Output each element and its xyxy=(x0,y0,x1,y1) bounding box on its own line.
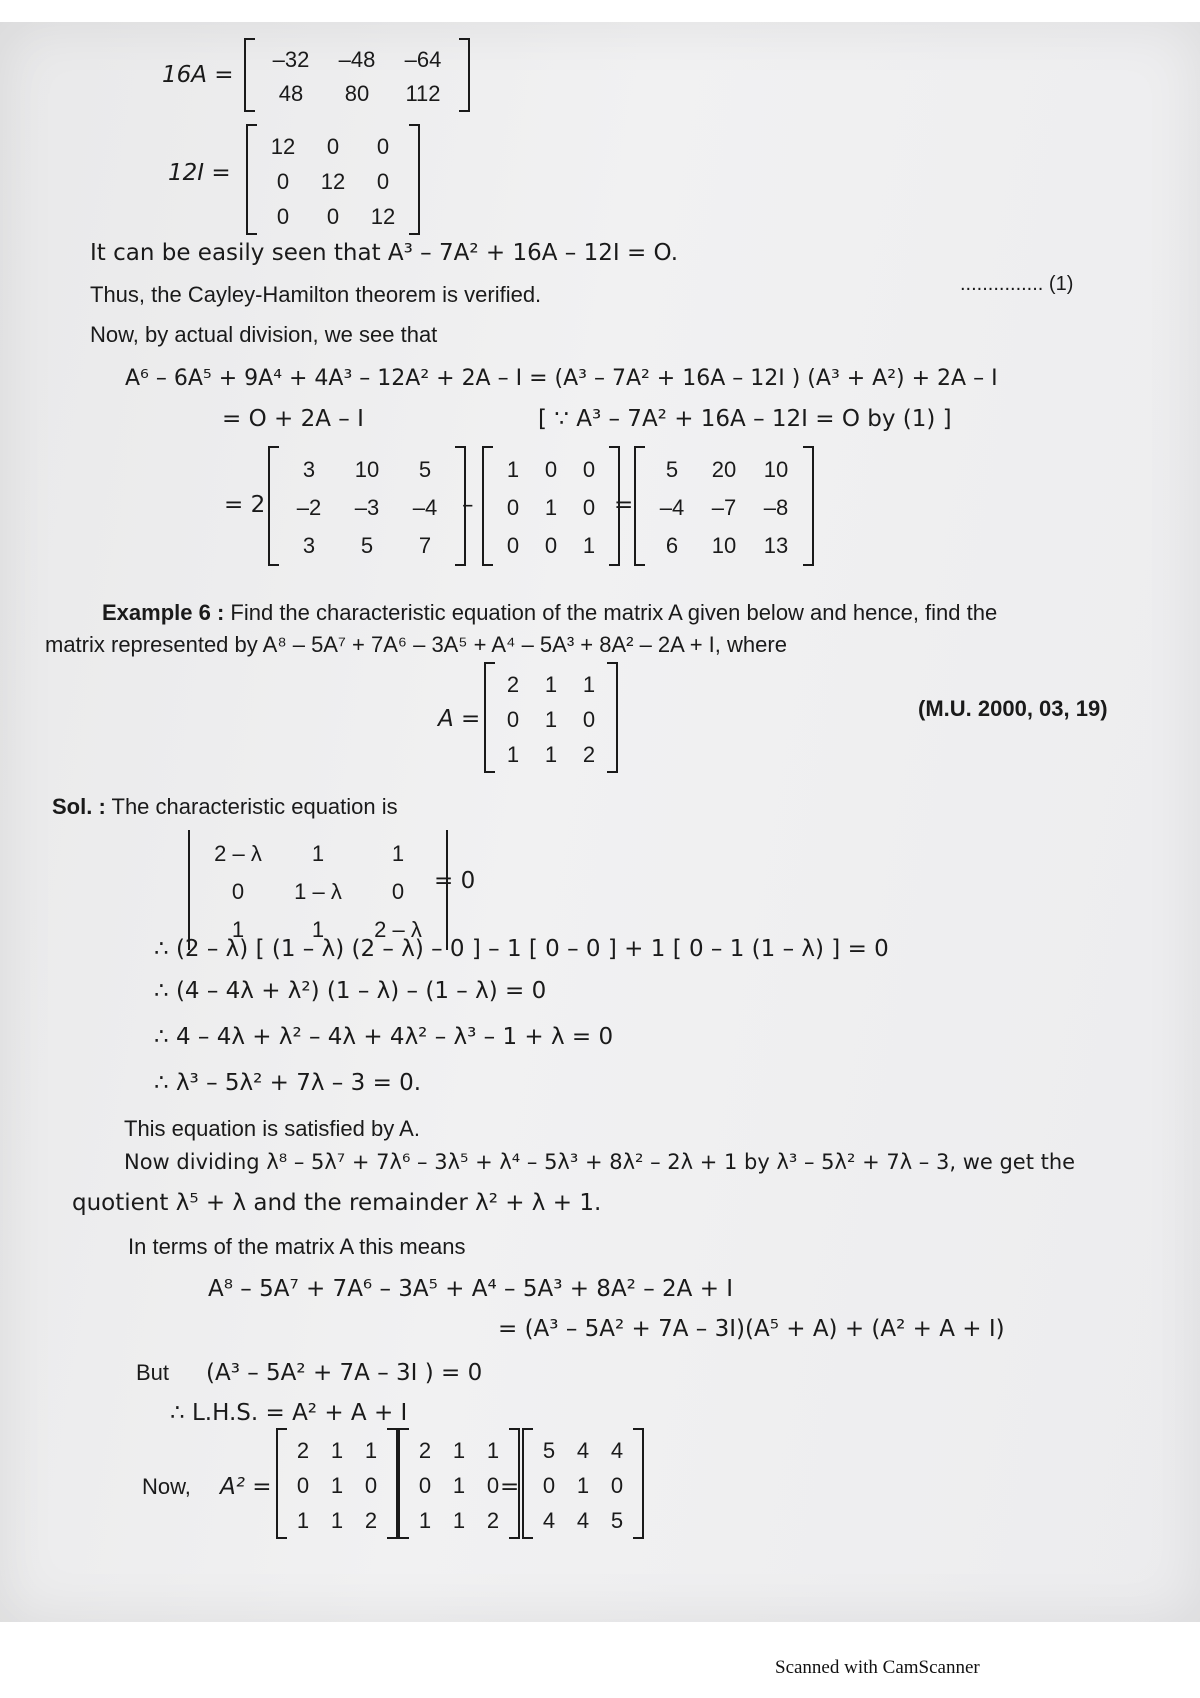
matrix-cell: 1 xyxy=(364,1437,378,1463)
matrix-cell: 4 xyxy=(576,1437,590,1463)
equals-sign: = xyxy=(614,492,634,518)
matrix-left-bracket xyxy=(246,124,257,235)
matrix-cell: 1 xyxy=(418,1507,432,1533)
matrix-cell: 1 xyxy=(391,841,405,866)
matrix-cell: 0 xyxy=(506,706,520,732)
matrix-cell: –2 xyxy=(296,495,322,520)
matrix-cell: 1 xyxy=(582,533,596,558)
label-but: But xyxy=(136,1360,170,1385)
equation-ref-1: ............... (1) xyxy=(960,273,1074,295)
matrix-cell: 1 xyxy=(544,495,558,520)
matrix-left-bracket xyxy=(268,446,279,566)
matrix-A xyxy=(484,662,618,773)
line-satisfied: This equation is satisfied by A. xyxy=(124,1116,420,1141)
matrix-cell: 0 xyxy=(544,457,558,482)
matrix-cell: 2 xyxy=(418,1437,432,1463)
matrix-cell: 5 xyxy=(542,1437,556,1463)
matrix-right-bracket xyxy=(633,1428,644,1539)
example-6-label: Example 6 : xyxy=(102,600,225,625)
label-A-squared: A² = xyxy=(220,1474,272,1500)
eq2-prefix: = 2 xyxy=(224,492,266,518)
matrix-right-bracket xyxy=(803,446,814,566)
matrix-cell: 0 xyxy=(610,1472,624,1498)
matrix-cell: 2 – λ xyxy=(374,917,422,942)
matrix-cell: 4 xyxy=(542,1507,556,1533)
matrix-cell: –4 xyxy=(659,495,685,520)
matrix-cell: 3 xyxy=(302,457,316,482)
matrix-A-first xyxy=(276,1428,398,1539)
matrix-identity xyxy=(482,446,620,566)
label-now: Now, xyxy=(142,1474,191,1499)
label-16A: 16A = xyxy=(162,62,234,88)
matrix-right-bracket xyxy=(409,124,420,235)
line-because: [ ∵ A³ – 7A² + 16A – 12I = O by (1) ] xyxy=(538,406,952,432)
matrix-cell: 3 xyxy=(302,533,316,558)
matrix-cell: 0 xyxy=(506,533,520,558)
matrix-cell: 0 xyxy=(231,879,245,904)
matrix-left-bracket xyxy=(244,38,255,112)
matrix-left-bracket xyxy=(482,446,493,566)
matrix-cell: 1 xyxy=(311,917,325,942)
lhs-equation: ∴ L.H.S. = A² + A + I xyxy=(170,1400,408,1426)
matrix-cell: 0 xyxy=(582,457,596,482)
det-equals-zero: = 0 xyxy=(434,868,476,894)
matrix-left-bracket xyxy=(634,446,645,566)
matrix-cell: 0 xyxy=(418,1472,432,1498)
matrix-cell: 1 xyxy=(452,1472,466,1498)
matrix-cell: 1 xyxy=(506,457,520,482)
matrix-cell: 1 xyxy=(330,1507,344,1533)
matrix-cell: 1 xyxy=(330,1437,344,1463)
matrix-cell: 0 xyxy=(276,168,290,194)
matrix-cell: 20 xyxy=(711,457,737,482)
matrix-cell: –8 xyxy=(763,495,789,520)
scan-footer xyxy=(0,1622,1200,1698)
matrix-cell: 0 xyxy=(486,1472,500,1498)
solution-line xyxy=(52,796,398,818)
matrix-cell: 12 xyxy=(270,133,296,159)
matrix-cell: 1 xyxy=(330,1472,344,1498)
example-6-question: Find the characteristic equation of the matrix A given below and hence, find the xyxy=(230,600,998,625)
equals-sign-a2: = xyxy=(500,1474,520,1500)
matrix-right-bracket xyxy=(459,38,470,112)
label-A: A = xyxy=(438,706,481,732)
matrix-cell: 0 xyxy=(506,495,520,520)
matrix-cell: 2 xyxy=(506,671,520,697)
determinant xyxy=(188,830,448,950)
matrix-cell: 13 xyxy=(763,533,789,558)
polynomial-lhs: A⁸ – 5A⁷ + 7A⁶ – 3A⁵ + A⁴ – 5A³ + 8A² – 2A + I xyxy=(208,1276,734,1302)
solution-intro: The characteristic equation is xyxy=(111,794,398,819)
matrix-cell: 2 xyxy=(364,1507,378,1533)
line-quotient: quotient λ⁵ + λ and the remainder λ² + λ + 1. xyxy=(72,1190,602,1216)
line-thus: Thus, the Cayley-Hamilton theorem is verified. xyxy=(90,282,542,307)
matrix-cell: 112 xyxy=(405,81,441,106)
matrix-cell: 12 xyxy=(320,168,346,194)
matrix-cell: 0 xyxy=(544,533,558,558)
matrix-B xyxy=(268,446,466,566)
label-12I: 12I = xyxy=(168,160,231,186)
matrix-cell: 7 xyxy=(418,533,432,558)
matrix-cell: 6 xyxy=(665,533,679,558)
line-eq-o: = O + 2A – I xyxy=(222,406,364,432)
matrix-cell: 1 xyxy=(452,1507,466,1533)
matrix-cell: 0 xyxy=(326,133,340,159)
example-6-text-line1 xyxy=(102,602,997,624)
matrix-cell: –3 xyxy=(354,495,380,520)
matrix-cell: 2 – λ xyxy=(214,841,262,866)
step-2: ∴ (4 – 4λ + λ²) (1 – λ) – (1 – λ) = 0 xyxy=(154,978,547,1004)
minus-sign: – xyxy=(462,492,474,518)
exam-reference: (M.U. 2000, 03, 19) xyxy=(918,696,1108,721)
matrix-cell: 4 xyxy=(610,1437,624,1463)
matrix-cell: 0 xyxy=(326,203,340,229)
matrix-cell: 4 xyxy=(576,1507,590,1533)
matrix-cell: 0 xyxy=(364,1472,378,1498)
matrix-cell: –7 xyxy=(711,495,737,520)
matrix-cell: 1 xyxy=(506,741,520,767)
matrix-cell: 0 xyxy=(376,168,390,194)
scanned-page xyxy=(0,22,1200,1622)
matrix-cell: 80 xyxy=(344,81,370,106)
matrix-cell: 2 xyxy=(582,741,596,767)
matrix-cell: 1 xyxy=(296,1507,310,1533)
matrix-right-bracket xyxy=(387,1428,398,1539)
line-easily-seen: It can be easily seen that A³ – 7A² + 16A – 12I = O. xyxy=(90,240,679,266)
line-dividing: Now dividing λ⁸ – 5λ⁷ + 7λ⁶ – 3λ⁵ + λ⁴ – 5λ³ + 8λ² – 2λ + 1 by λ³ – 5λ² + 7λ – 3, we get the xyxy=(124,1150,1076,1174)
but-equation: (A³ – 5A² + 7A – 3I ) = 0 xyxy=(206,1360,483,1386)
matrix-cell: 5 xyxy=(418,457,432,482)
matrix-cell: 1 xyxy=(576,1472,590,1498)
matrix-right-bracket xyxy=(607,662,618,773)
matrix-A-squared-result xyxy=(522,1428,644,1539)
matrix-cell: 2 xyxy=(486,1507,500,1533)
matrix-cell: 0 xyxy=(582,495,596,520)
step-3: ∴ 4 – 4λ + λ² – 4λ + 4λ² – λ³ – 1 + λ = 0 xyxy=(154,1024,614,1050)
matrix-cell: 1 xyxy=(544,741,558,767)
matrix-cell: 12 xyxy=(370,203,396,229)
matrix-16A xyxy=(244,38,470,112)
matrix-cell: 1 – λ xyxy=(294,879,342,904)
solution-label: Sol. : xyxy=(52,794,106,819)
matrix-result xyxy=(634,446,814,566)
matrix-cell: 1 xyxy=(311,841,325,866)
example-6-text-line2: matrix represented by A⁸ – 5A⁷ + 7A⁶ – 3A⁵ + A⁴ – 5A³ + 8A² – 2A + I, where xyxy=(45,632,787,657)
line-in-terms: In terms of the matrix A this means xyxy=(128,1234,466,1259)
matrix-cell: 5 xyxy=(610,1507,624,1533)
matrix-cell: 0 xyxy=(542,1472,556,1498)
matrix-cell: 10 xyxy=(763,457,789,482)
step-4: ∴ λ³ – 5λ² + 7λ – 3 = 0. xyxy=(154,1070,422,1096)
matrix-cell: 0 xyxy=(376,133,390,159)
matrix-cell: –48 xyxy=(338,47,376,72)
matrix-cell: 10 xyxy=(354,457,380,482)
matrix-cell: 48 xyxy=(278,81,304,106)
line-big-equation: A⁶ – 6A⁵ + 9A⁴ + 4A³ – 12A² + 2A – I = (A³ – 7A² + 16A – 12I ) (A³ + A²) + 2A – I xyxy=(125,366,998,391)
matrix-cell: 0 xyxy=(582,706,596,732)
matrix-cell: –4 xyxy=(412,495,438,520)
matrix-cell: 10 xyxy=(711,533,737,558)
matrix-cell: 1 xyxy=(486,1437,500,1463)
matrix-cell: 1 xyxy=(582,671,596,697)
matrix-cell: 0 xyxy=(391,879,405,904)
matrix-cell: –32 xyxy=(272,47,310,72)
matrix-cell: 0 xyxy=(296,1472,310,1498)
matrix-cell: 5 xyxy=(360,533,374,558)
matrix-cell: 5 xyxy=(665,457,679,482)
matrix-cell: 1 xyxy=(452,1437,466,1463)
matrix-cell: 2 xyxy=(296,1437,310,1463)
camscanner-watermark: Scanned with CamScanner xyxy=(775,1657,980,1678)
step-1: ∴ (2 – λ) [ (1 – λ) (2 – λ) – 0 ] – 1 [ 0 – 0 ] + 1 [ 0 – 1 (1 – λ) ] = 0 xyxy=(154,936,889,962)
matrix-cell: 1 xyxy=(231,917,245,942)
line-now-division: Now, by actual division, we see that xyxy=(90,322,438,347)
matrix-12I xyxy=(246,124,420,235)
matrix-cell: 0 xyxy=(276,203,290,229)
matrix-cell: 1 xyxy=(544,706,558,732)
matrix-left-bracket xyxy=(188,830,190,950)
matrix-cell: 1 xyxy=(544,671,558,697)
matrix-cell: –64 xyxy=(404,47,442,72)
polynomial-rhs: = (A³ – 5A² + 7A – 3I)(A⁵ + A) + (A² + A + I) xyxy=(498,1316,1005,1342)
